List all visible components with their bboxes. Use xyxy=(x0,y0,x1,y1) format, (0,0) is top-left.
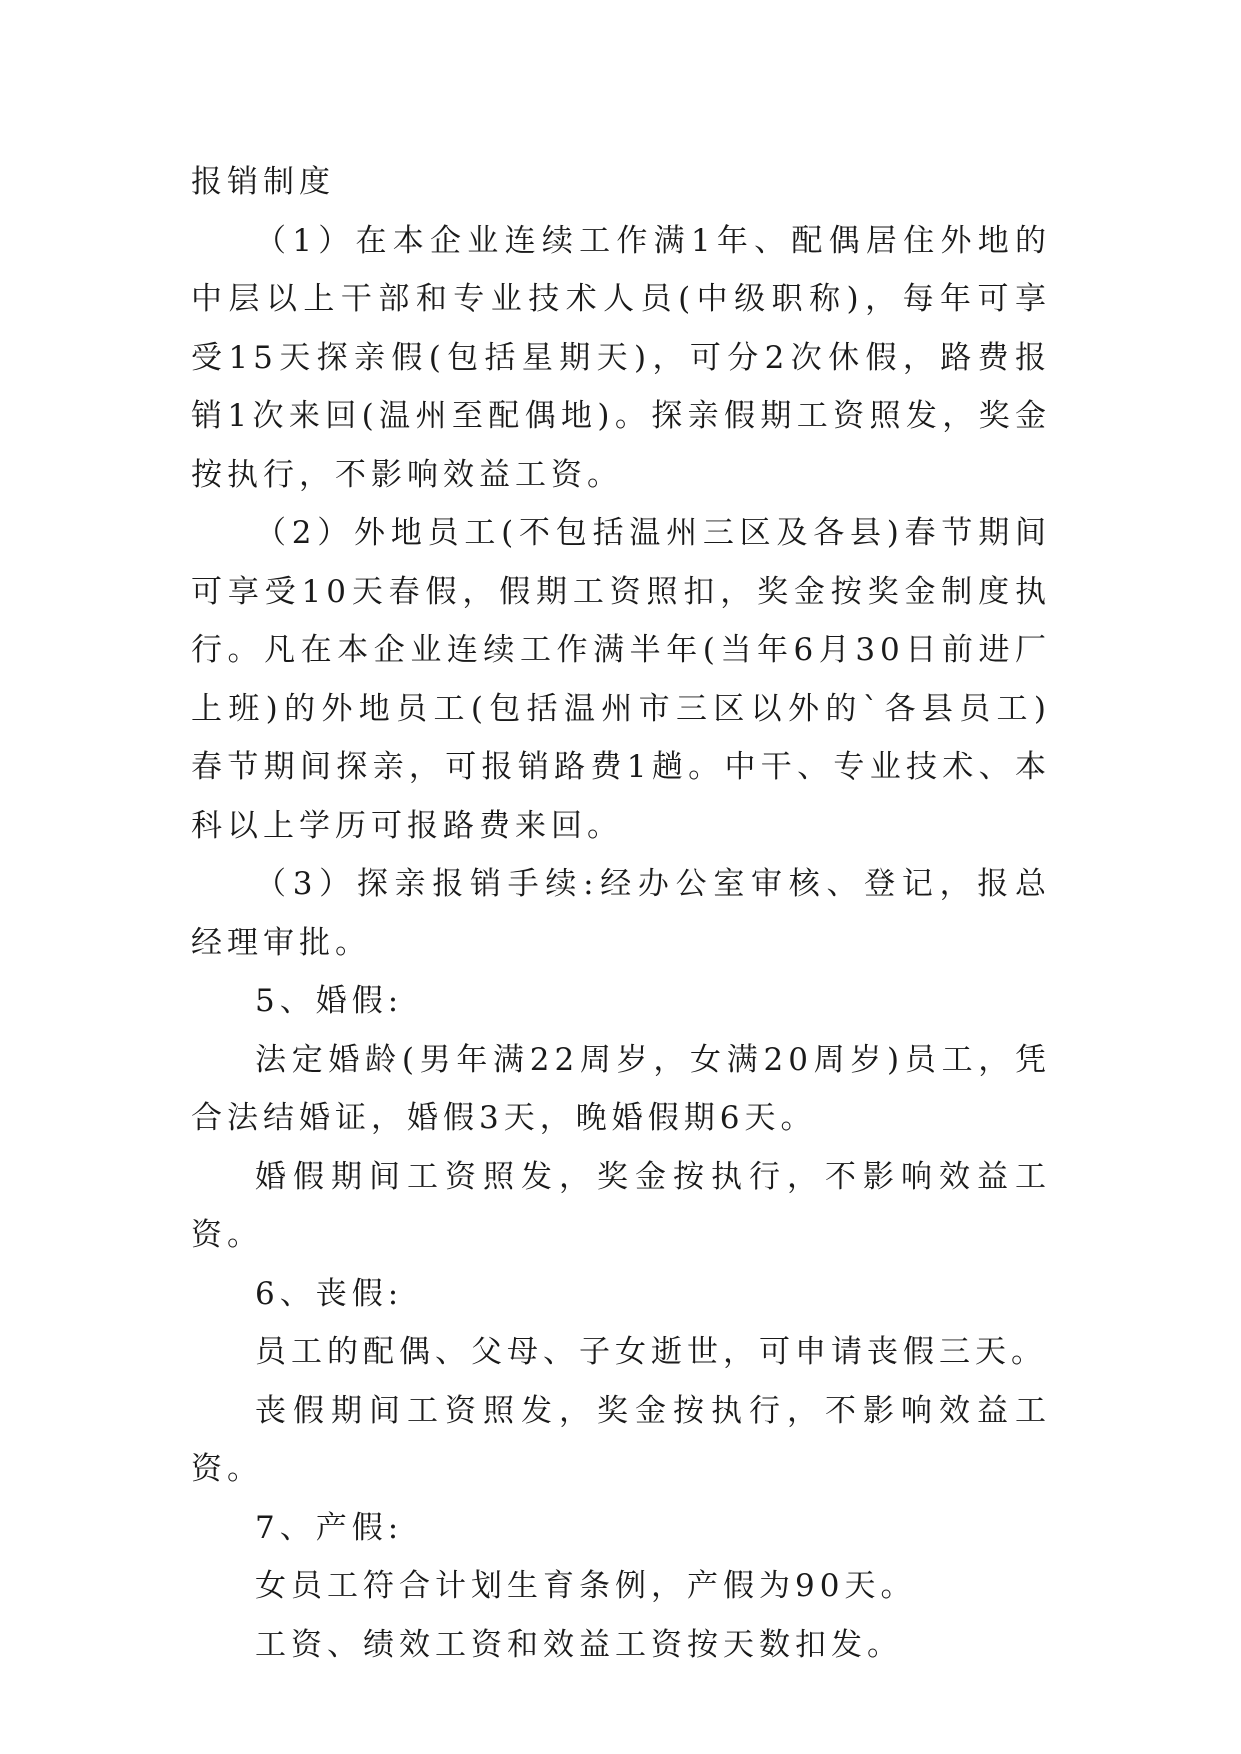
heading-marriage-leave: 5、婚假: xyxy=(255,983,404,1019)
paragraph-marriage-pay: 婚假期间工资照发，奖金按执行，不影响效益工资。 xyxy=(191,1158,1051,1253)
document-body xyxy=(191,153,1051,1674)
paragraph-marriage-eligibility: 法定婚龄(男年满22周岁，女满20周岁)员工，凭合法结婚证，婚假3天，晚婚假期6天。 xyxy=(191,1041,1051,1136)
paragraph-item-2: （2）外地员工(不包括温州三区及各县)春节期间可享受10天春假，假期工资照扣，奖金按奖金制度执行。凡在本企业连续工作满半年(当年6月30日前进厂上班)的外地员工(包括温州市三区以外的`各县员工)春节期间探亲，可报销路费1趟。中干、专业技术、本科以上学历可报路费来回。 xyxy=(191,515,1051,844)
paragraph-item-1: （1）在本企业连续工作满1年、配偶居住外地的中层以上干部和专业技术人员(中级职称)，每年可享受15天探亲假(包括星期天)，可分2次休假，路费报销1次来回(温州至配偶地)。探亲假期工资照发，奖金按执行，不影响效益工资。 xyxy=(191,222,1051,493)
paragraph-bereavement-pay: 丧假期间工资照发，奖金按执行，不影响效益工资。 xyxy=(191,1392,1051,1487)
heading-bereavement-leave: 6、丧假: xyxy=(255,1275,404,1312)
paragraph-maternity-pay: 工资、绩效工资和效益工资按天数扣发。 xyxy=(255,1626,903,1663)
heading-maternity-leave: 7、产假: xyxy=(255,1509,404,1546)
paragraph-maternity-eligibility: 女员工符合计划生育条例，产假为90天。 xyxy=(255,1568,917,1604)
paragraph-item-3: （3）探亲报销手续:经办公室审核、登记，报总经理审批。 xyxy=(191,866,1051,961)
section-heading: 报销制度 xyxy=(191,164,335,200)
paragraph-bereavement-eligibility: 员工的配偶、父母、子女逝世，可申请丧假三天。 xyxy=(255,1334,1047,1370)
